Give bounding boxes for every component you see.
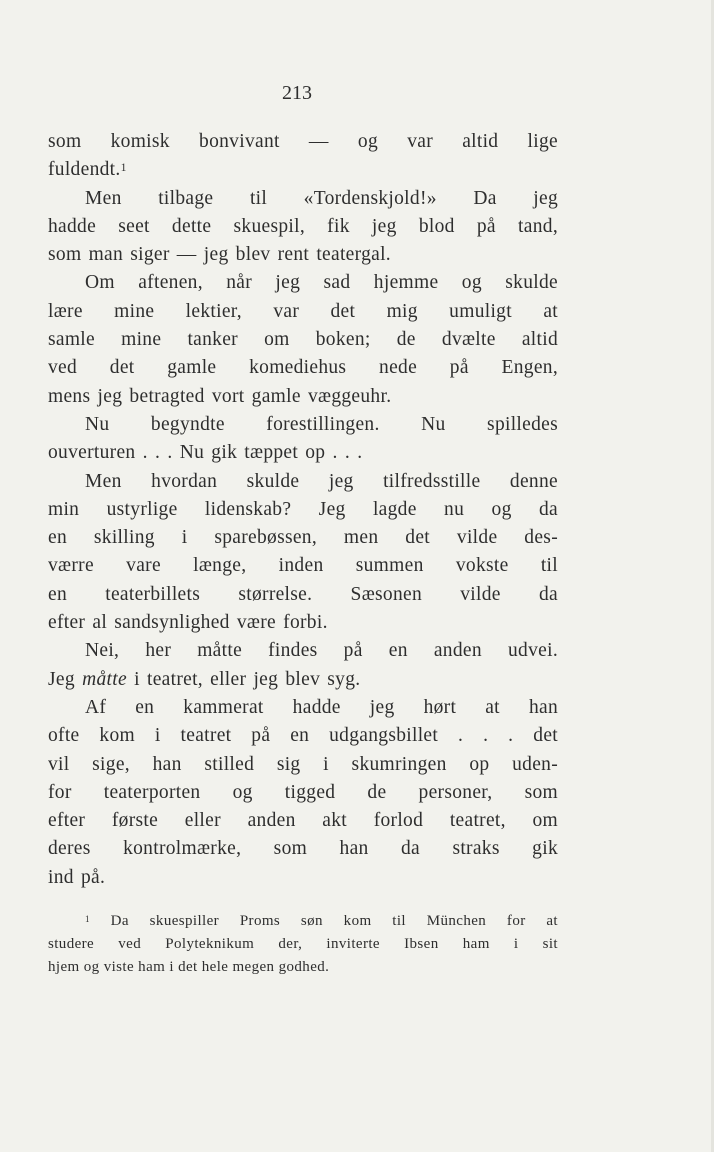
text-line: [48, 807, 558, 835]
line-text: vil sige, han stilled sig i skumringen op uden-: [48, 753, 558, 775]
emphasis-text: måtte: [82, 668, 127, 690]
line-text: deres kontrolmærke, som han da straks gik: [48, 838, 558, 860]
text-line: [48, 298, 558, 326]
footnote-line: [48, 933, 558, 956]
line-text: i teatret, eller jeg blev syg.: [126, 668, 361, 690]
text-line: [48, 354, 558, 382]
line-text: Om aftenen, når jeg sad hjemme og skulde: [85, 272, 558, 294]
line-text: Da skuespiller Proms søn kom til München for at: [89, 913, 558, 929]
line-text: for teaterporten og tigged de personer, som: [48, 781, 558, 803]
text-line: [48, 269, 558, 297]
text-line: [48, 835, 558, 863]
text-line: [48, 694, 558, 722]
page-number: 213: [282, 82, 312, 104]
text-line: [48, 439, 558, 467]
text-line: [48, 383, 558, 411]
footnote-line: [48, 910, 558, 933]
text-line: [48, 864, 558, 892]
text-line: [48, 496, 558, 524]
line-text: hjem og viste ham i det hele megen godhed.: [48, 959, 330, 975]
text-line: [48, 722, 558, 750]
text-line: [48, 751, 558, 779]
line-text: en teaterbillets størrelse. Sæsonen vilde da: [48, 583, 558, 605]
line-text: Af en kammerat hadde jeg hørt at han: [85, 696, 558, 718]
footnote-marker: 1: [85, 914, 90, 924]
line-text: ouverturen . . . Nu gik tæppet op . . .: [48, 442, 363, 464]
line-text: hadde seet dette skuespil, fik jeg blod på tand,: [48, 215, 558, 237]
text-line: [48, 666, 558, 694]
text-line: [48, 468, 558, 496]
line-text: ind på.: [48, 866, 106, 888]
line-text: som man siger — jeg blev rent teatergal.: [48, 244, 391, 266]
text-line: [48, 524, 558, 552]
line-text: efter første eller anden akt forlod teatret, om: [48, 810, 558, 832]
line-text: efter al sandsynlighed være forbi.: [48, 612, 328, 634]
line-text: som komisk bonvivant — og var altid lige: [48, 131, 558, 152]
footnote-line: [48, 956, 558, 979]
text-line: [48, 326, 558, 354]
line-text: en skilling i sparebøssen, men det vilde des-: [48, 527, 558, 549]
text-line: [48, 241, 558, 269]
line-text: min ustyrlige lidenskab? Jeg lagde nu og da: [48, 498, 558, 520]
line-text: studere ved Polyteknikum der, inviterte Ibsen ham i sit: [48, 936, 558, 952]
line-text: lære mine lektier, var det mig umuligt at: [48, 300, 558, 322]
line-text: Men tilbage til «Tordenskjold!» Da jeg: [85, 187, 558, 209]
line-text: værre vare længe, inden summen vokste til: [48, 555, 558, 577]
line-text: Jeg: [48, 668, 83, 690]
line-text: samle mine tanker om boken; de dvælte altid: [48, 329, 558, 351]
line-text: Men hvordan skulde jeg tilfredsstille denne: [85, 470, 558, 492]
footnotes: [48, 910, 558, 979]
line-text: Nu begyndte forestillingen. Nu spilledes: [85, 413, 558, 435]
text-line: [48, 779, 558, 807]
footnote-marker: 1: [120, 161, 127, 175]
line-text: Nei, her måtte findes på en anden udvei.: [85, 640, 558, 662]
text-line: [48, 609, 558, 637]
text-line: [48, 185, 558, 213]
body-text: [48, 128, 558, 892]
text-line: [48, 156, 558, 184]
line-text: ved det gamle komediehus nede på Engen,: [48, 357, 558, 379]
text-line: [48, 213, 558, 241]
line-text: fuldendt.: [48, 159, 121, 181]
line-text: mens jeg betragted vort gamle væggeuhr.: [48, 385, 392, 407]
text-line: [48, 637, 558, 665]
line-text: ofte kom i teatret på en udgangsbillet . . . det: [48, 725, 558, 747]
text-line: [48, 411, 558, 439]
text-line: [48, 552, 558, 580]
text-line: [48, 581, 558, 609]
text-line: [48, 128, 558, 156]
